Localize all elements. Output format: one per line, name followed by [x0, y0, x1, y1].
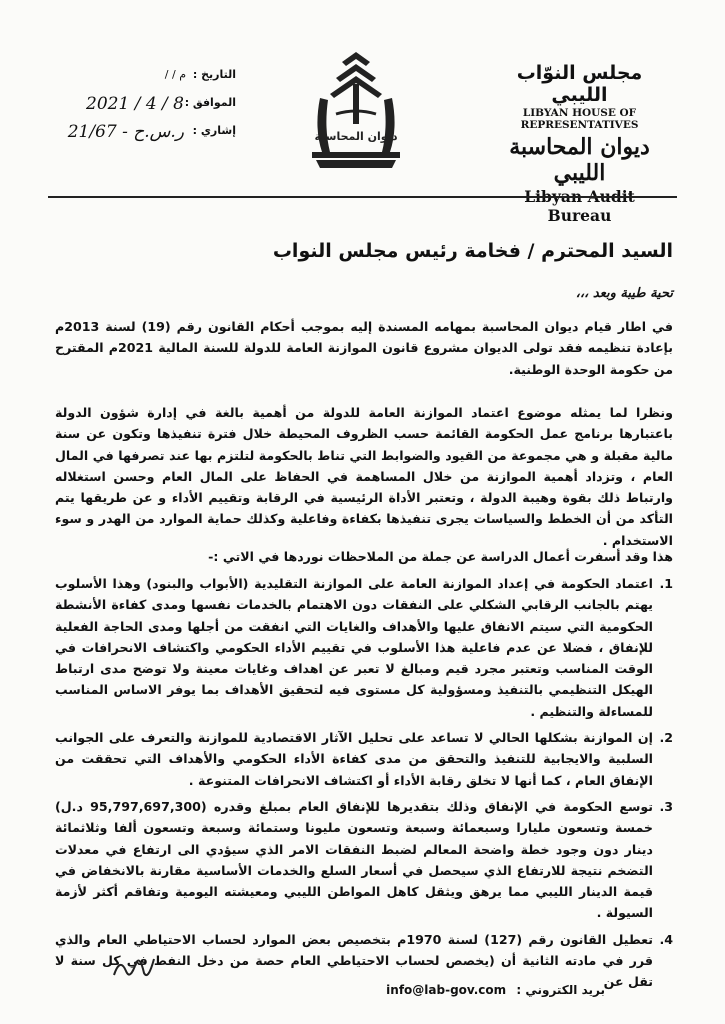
corresponding-value: 2021 / 4 / 8 — [86, 94, 184, 114]
findings-list — [55, 573, 673, 998]
paragraph-1: في اطار قيام ديوان المحاسبة بمهامه المسندة إليه بموجب أحكام القانون رقم (19) لسنة 2013م بإعادة تنظيمه فقد تولى الديوان مشروع قانون الموازنة العامة للدولة للسنة المالية 2021م المقترح من حكومة الوحدة الوطنية. — [55, 319, 673, 377]
date-value: / / م — [164, 68, 186, 81]
findings-intro: هذا وقد أسفرت أعمال الدراسة عن جملة من الملاحظات نوردها في الاتي :- — [208, 549, 673, 564]
reference-row — [56, 122, 236, 150]
list-item — [55, 727, 673, 791]
org-name-ar: مجلس النوّاب الليبي — [516, 62, 643, 106]
email-link[interactable]: info@lab-gov.com — [386, 983, 507, 997]
list-item — [55, 796, 673, 924]
list-item-text: اعتماد الحكومة في إعداد الموازنة العامة على الموازنة التقليدية (الأبواب والبنود) وهذا الأسلوب يهتم بالجانب الرقابي الشكلي على النفقات دون الاهتمام بالخدمات نفسها ومدى كفاءة الأنشطة الحكومية التي سيتم الانفاق عليها والأهداف والغايات التي انفقت من أجلها ومدى الحاجة الفعلية للإنفاق ، فضلا عن عدم فاعلية هذا الأسلوب في تقييم الأداء الحكومي واكتشاف الانحرافات في الوقت المناسب وتعتبر مجرد قيم ومبالغ لا تعبر عن اهداف وغايات معينة ولا توضح مدى ارتباط الهيكل التنظيمي بالتنفيذ ومسؤولية كل مستوى فيه لتحقيق الأهداف بما يوفر الاساس المناسب للمساءلة والتنظيم . — [55, 576, 653, 719]
greeting: تحية طيبة وبعد ،،، — [575, 286, 673, 301]
corresponding-date-row — [56, 94, 236, 122]
logo-text: ديوان المحاسبة — [314, 130, 398, 143]
corresponding-label: الموافق : — [184, 96, 236, 109]
signature-initial-icon — [110, 953, 156, 985]
letterhead-org-block — [492, 62, 667, 225]
bureau-name-en: Libyan Audit Bureau — [524, 187, 635, 225]
reference-label: إشاري : — [192, 124, 236, 137]
date-label: التاريخ : — [192, 68, 236, 81]
paragraph-2: ونظرا لما يمثله موضوع اعتماد الموازنة العامة للدولة من أهمية بالغة في إدارة شؤون الدولة باعتبارها برنامج عمل الحكومة القائمة حسب الظروف المحيطة خلال فترة تنفيذها وتكون عن سنة مالية مقبلة و هي مجموعة من القيود والضوابط التي تناط بالحكومة لتلتزم بها عند تصرفها في المال العام ، وتزداد أهمية الموازنة من خلال المساهمة في الحفاظ على المال العام وحسن استغلاله وارتباط ذلك بقوة وهيبة الدولة ، وتعتبر الأداة الرئيسية في الرقابة وتقييم الأداء و عن طريقها يتم التأكد من أن الخطط والسياسات يجرى تنفيذها بكفاءة وفاعلية وكذلك حماية الموارد من الهدر و سوء الاستخدام . — [55, 405, 673, 548]
letter-meta-block — [56, 66, 236, 150]
list-item-text: إن الموازنة بشكلها الحالي لا تساعد على تحليل الآثار الاقتصادية للموازنة والتعرف على الجوانب السلبية والايجابية للتنفيذ والتحقق من مدى كفاءة الأداء الحكومي والأهداف التي تحققت من الإنفاق العام ، كما أنها لا تخلق رقابة الأداء أو اكتشاف الانحرافات المتنوعة . — [55, 730, 653, 788]
list-item-text: تعطيل القانون رقم (127) لسنة 1970م بتخصيص بعض الموارد لحساب الاحتياطي العام والذي قرر في مادته الثانية أن (يخصص لحساب الاحتياطي العام حصة من دخل النفط في كل سنة لا تقل عن — [55, 931, 653, 990]
footer-contact — [386, 983, 605, 997]
audit-bureau-logo-icon — [300, 48, 412, 170]
list-item-number: 4. — [659, 931, 673, 947]
list-item-number: 2. — [659, 730, 673, 746]
email-label: بريد الكتروني : — [516, 983, 605, 997]
date-row — [56, 66, 236, 94]
reference-value: 21/67 - ر.س.ح — [67, 122, 184, 142]
header-divider — [48, 196, 677, 198]
list-item-number: 3. — [659, 798, 673, 814]
org-name-en: LIBYAN HOUSE OF REPRESENTATIVES — [520, 107, 639, 131]
salutation: السيد المحترم / فخامة رئيس مجلس النواب — [272, 240, 673, 262]
list-item-number: 1. — [659, 576, 673, 591]
list-item — [55, 573, 673, 722]
bureau-name-ar: ديوان المحاسبة الليبي — [509, 134, 650, 186]
list-item-text: توسع الحكومة في الإنفاق وذلك بتقديرها للإنفاق العام بمبلغ وقدره (95,797,697,300 د.ل) خمسة وتسعون مليارا وسبعمائة وسبعة وتسعون مليونا وستمائة وسبعة وتسعون ألفا وثلاثمائة دينار دون وجود خطة واضحة المعالم لضبط النفقات الامر الذي سيؤدي الى ارتفاع في معدلات التضخم نتيجة للارتفاع الذي سيحصل في أسعار السلع والخدمات الأساسية مقارنة بالانخفاض في قيمة الدينار الليبي مما يرهق ويثقل كاهل المواطن الليبي ومعيشته اليومية وتفاقم أكثر لأزمة السيولة . — [55, 798, 653, 921]
